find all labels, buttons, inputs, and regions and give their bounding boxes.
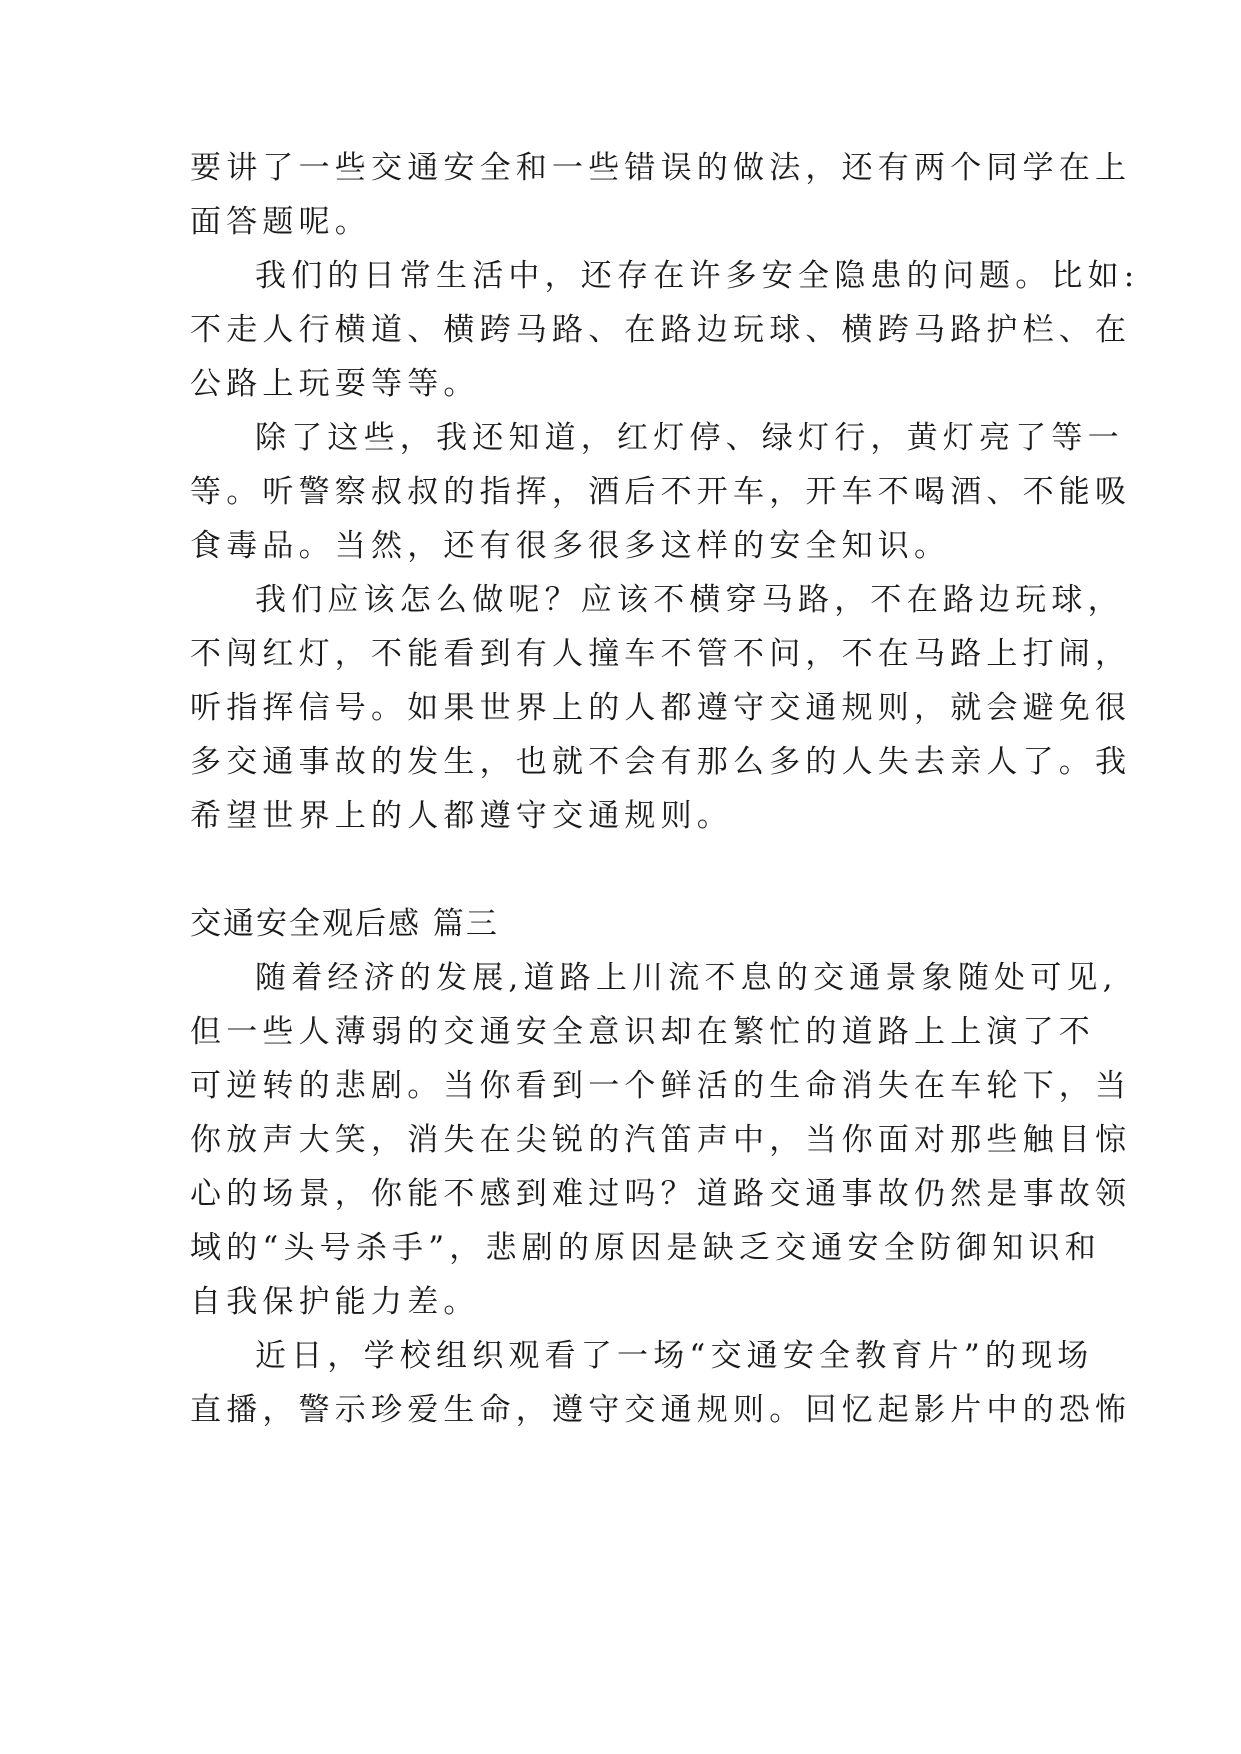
- paragraph-line: 食毒品。当然，还有很多很多这样的安全知识。: [190, 528, 951, 564]
- paragraph-line: 希望世界上的人都遵守交通规则。: [190, 798, 733, 834]
- paragraph-line: 你放声大笑，消失在尖锐的汽笛声中，当你面对那些触目惊: [190, 1122, 1132, 1158]
- paragraph-line: 要讲了一些交通安全和一些错误的做法，还有两个同学在上: [190, 150, 1132, 186]
- paragraph-line: 面答题呢。: [190, 204, 371, 240]
- paragraph-line: 除了这些，我还知道，红灯停、绿灯行，黄灯亮了等一: [255, 420, 1124, 456]
- section-heading: 交通安全观后感 篇三: [190, 906, 499, 942]
- paragraph-line: 自我保护能力差。: [190, 1284, 480, 1320]
- paragraph-line: 不走人行横道、横跨马路、在路边玩球、横跨马路护栏、在: [190, 312, 1132, 348]
- paragraph-line: 直播，警示珍爱生命，遵守交通规则。回忆起影片中的恐怖: [190, 1392, 1132, 1428]
- paragraph-line: 域的“头号杀手”，悲剧的原因是缺乏交通安全防御知识和: [190, 1230, 1101, 1266]
- paragraph-line: 听指挥信号。如果世界上的人都遵守交通规则，就会避免很: [190, 690, 1132, 726]
- paragraph-line: 随着经济的发展,道路上川流不息的交通景象随处可见,: [255, 960, 1118, 996]
- paragraph-line: 可逆转的悲剧。当你看到一个鲜活的生命消失在车轮下，当: [190, 1068, 1132, 1104]
- paragraph-line: 不闯红灯，不能看到有人撞车不管不问，不在马路上打闹，: [190, 636, 1132, 672]
- paragraph-line: 但一些人薄弱的交通安全意识却在繁忙的道路上上演了不: [190, 1014, 1095, 1050]
- paragraph-line: 多交通事故的发生，也就不会有那么多的人失去亲人了。我: [190, 744, 1132, 780]
- paragraph-line: 我们应该怎么做呢？应该不横穿马路，不在路边玩球，: [255, 582, 1124, 618]
- paragraph-line: 我们的日常生活中，还存在许多安全隐患的问题。比如:: [255, 258, 1140, 294]
- paragraph-line: 心的场景，你能不感到难过吗？道路交通事故仍然是事故领: [190, 1176, 1132, 1212]
- paragraph-line: 等。听警察叔叔的指挥，酒后不开车，开车不喝酒、不能吸: [190, 474, 1132, 510]
- paragraph-line: 近日，学校组织观看了一场“交通安全教育片”的现场: [255, 1338, 1094, 1374]
- paragraph-line: 公路上玩耍等等。: [190, 366, 480, 402]
